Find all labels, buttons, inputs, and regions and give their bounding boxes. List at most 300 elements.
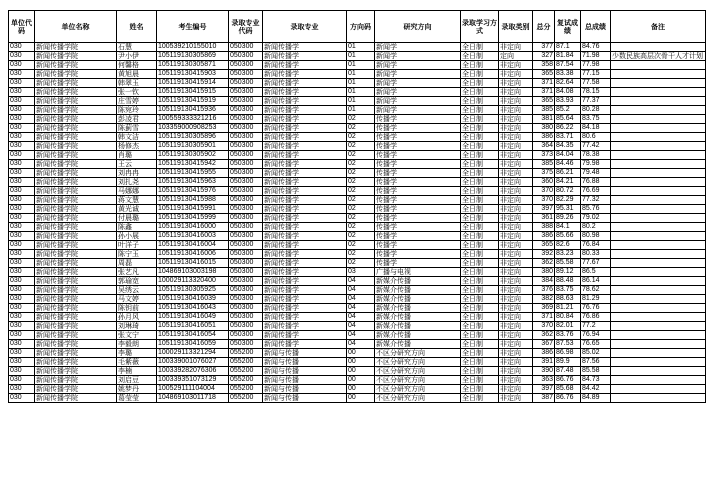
cell-major-code: 050300: [229, 106, 263, 115]
cell-major-code: 050300: [229, 322, 263, 331]
cell-retest: 80.72: [555, 187, 581, 196]
cell-unit-code: 030: [9, 241, 35, 250]
table-row: [9, 358, 706, 367]
cell-retest: 95.31: [555, 205, 581, 214]
cell-unit-name: 新闻传播学院: [35, 259, 117, 268]
cell-unit-code: 030: [9, 232, 35, 241]
cell-study-mode: 全日制: [461, 367, 499, 376]
cell-retest: 84.21: [555, 178, 581, 187]
cell-note: [611, 70, 706, 79]
header-note: 备注: [611, 11, 706, 43]
cell-exam-id: 100539210155010: [157, 43, 229, 52]
cell-final: 80.33: [581, 250, 611, 259]
cell-unit-code: 030: [9, 214, 35, 223]
cell-retest: 85.68: [555, 385, 581, 394]
cell-unit-name: 新闻传播学院: [35, 43, 117, 52]
cell-unit-name: 新闻传播学院: [35, 385, 117, 394]
header-admit-type: 录取类别: [499, 11, 533, 43]
cell-admit-type: 非定向: [499, 151, 533, 160]
cell-major-code: 050300: [229, 223, 263, 232]
cell-unit-code: 030: [9, 142, 35, 151]
cell-name: 马娜娜: [117, 187, 157, 196]
cell-final: 86.14: [581, 277, 611, 286]
cell-study-mode: 全日制: [461, 331, 499, 340]
cell-total: 365: [533, 241, 555, 250]
cell-retest: 85.64: [555, 115, 581, 124]
cell-direction-code: 01: [347, 97, 375, 106]
cell-major-code: 050300: [229, 70, 263, 79]
cell-study-mode: 全日制: [461, 61, 499, 70]
cell-exam-id: 100339351073129: [157, 376, 229, 385]
cell-name: 吴绣云: [117, 286, 157, 295]
cell-note: [611, 106, 706, 115]
cell-note: [611, 88, 706, 97]
cell-exam-id: 105119130416039: [157, 295, 229, 304]
cell-final: 76.69: [581, 187, 611, 196]
cell-direction: 新闻学: [375, 52, 461, 61]
cell-admit-type: 非定向: [499, 115, 533, 124]
cell-study-mode: 全日制: [461, 79, 499, 88]
cell-direction: 传播学: [375, 196, 461, 205]
cell-retest: 82.01: [555, 322, 581, 331]
cell-direction: 新媒介传播: [375, 286, 461, 295]
table-row: [9, 295, 706, 304]
cell-exam-id: 105119130416051: [157, 322, 229, 331]
cell-direction: 新闻学: [375, 97, 461, 106]
cell-retest: 85.2: [555, 106, 581, 115]
cell-direction-code: 01: [347, 43, 375, 52]
cell-study-mode: 全日制: [461, 169, 499, 178]
cell-direction: 传播学: [375, 115, 461, 124]
cell-major: 新闻传播学: [263, 52, 347, 61]
cell-study-mode: 全日制: [461, 277, 499, 286]
cell-unit-name: 新闻传播学院: [35, 115, 117, 124]
cell-final: 85.76: [581, 205, 611, 214]
cell-major-code: 050300: [229, 178, 263, 187]
cell-direction: 传播学: [375, 142, 461, 151]
cell-unit-name: 新闻传播学院: [35, 241, 117, 250]
cell-unit-code: 030: [9, 223, 35, 232]
cell-exam-id: 105119130416003: [157, 232, 229, 241]
table-row: [9, 52, 706, 61]
cell-unit-code: 030: [9, 259, 35, 268]
cell-final: 77.15: [581, 70, 611, 79]
cell-exam-id: 105119130415914: [157, 79, 229, 88]
cell-final: 79.48: [581, 169, 611, 178]
cell-direction: 不区分研究方向: [375, 358, 461, 367]
cell-name: 石慧: [117, 43, 157, 52]
cell-unit-name: 新闻传播学院: [35, 88, 117, 97]
table-row: [9, 124, 706, 133]
cell-total: 370: [533, 196, 555, 205]
cell-direction-code: 04: [347, 322, 375, 331]
table-row: [9, 43, 706, 52]
cell-direction-code: 02: [347, 187, 375, 196]
cell-retest: 89.9: [555, 358, 581, 367]
cell-major-code: 050300: [229, 79, 263, 88]
cell-direction-code: 02: [347, 214, 375, 223]
cell-admit-type: 非定向: [499, 313, 533, 322]
cell-name: 刘扎尧: [117, 178, 157, 187]
table-row: [9, 250, 706, 259]
cell-note: [611, 322, 706, 331]
cell-unit-name: 新闻传播学院: [35, 358, 117, 367]
cell-admit-type: 非定向: [499, 295, 533, 304]
cell-retest: 83.71: [555, 133, 581, 142]
cell-direction-code: 01: [347, 79, 375, 88]
cell-major: 新闻传播学: [263, 232, 347, 241]
table-row: [9, 169, 706, 178]
cell-direction-code: 00: [347, 349, 375, 358]
cell-admit-type: 非定向: [499, 97, 533, 106]
cell-direction: 传播学: [375, 169, 461, 178]
cell-total: 382: [533, 295, 555, 304]
cell-unit-name: 新闻传播学院: [35, 178, 117, 187]
cell-total: 381: [533, 115, 555, 124]
cell-name: 毛紫薇: [117, 358, 157, 367]
cell-exam-id: 105119130305901: [157, 142, 229, 151]
cell-direction: 传播学: [375, 178, 461, 187]
cell-total: 391: [533, 358, 555, 367]
cell-major: 新闻传播学: [263, 133, 347, 142]
cell-unit-code: 030: [9, 268, 35, 277]
cell-major-code: 050300: [229, 232, 263, 241]
cell-major: 新闻传播学: [263, 196, 347, 205]
cell-direction: 传播学: [375, 214, 461, 223]
cell-direction: 不区分研究方向: [375, 385, 461, 394]
cell-major-code: 050300: [229, 304, 263, 313]
cell-study-mode: 全日制: [461, 313, 499, 322]
cell-unit-code: 030: [9, 70, 35, 79]
cell-major-code: 050300: [229, 268, 263, 277]
cell-direction-code: 00: [347, 385, 375, 394]
cell-total: 380: [533, 268, 555, 277]
cell-study-mode: 全日制: [461, 151, 499, 160]
table-row: [9, 394, 706, 403]
cell-total: 386: [533, 133, 555, 142]
cell-exam-id: 105119130416054: [157, 331, 229, 340]
table-row: [9, 304, 706, 313]
cell-total: 377: [533, 43, 555, 52]
cell-admit-type: 非定向: [499, 43, 533, 52]
cell-study-mode: 全日制: [461, 394, 499, 403]
table-row: [9, 367, 706, 376]
cell-admit-type: 非定向: [499, 79, 533, 88]
cell-exam-id: 105119130416004: [157, 241, 229, 250]
table-row: [9, 187, 706, 196]
cell-exam-id: 100529111104004: [157, 385, 229, 394]
cell-direction-code: 04: [347, 304, 375, 313]
cell-retest: 82.29: [555, 196, 581, 205]
cell-major-code: 050300: [229, 169, 263, 178]
admission-table: [8, 10, 706, 403]
cell-direction: 传播学: [375, 259, 461, 268]
cell-direction: 新媒介传播: [375, 295, 461, 304]
cell-study-mode: 全日制: [461, 268, 499, 277]
cell-retest: 86.76: [555, 394, 581, 403]
cell-exam-id: 104869103003198: [157, 268, 229, 277]
cell-major-code: 055200: [229, 349, 263, 358]
cell-direction: 传播学: [375, 250, 461, 259]
cell-study-mode: 全日制: [461, 88, 499, 97]
cell-final: 80.6: [581, 133, 611, 142]
cell-total: 371: [533, 313, 555, 322]
cell-retest: 85.66: [555, 232, 581, 241]
cell-total: 327: [533, 52, 555, 61]
header-name: 姓名: [117, 11, 157, 43]
table-row: [9, 133, 706, 142]
cell-unit-name: 新闻传播学院: [35, 340, 117, 349]
cell-total: 397: [533, 385, 555, 394]
cell-total: 375: [533, 169, 555, 178]
cell-total: 370: [533, 187, 555, 196]
cell-note: [611, 304, 706, 313]
cell-major-code: 050300: [229, 160, 263, 169]
cell-direction-code: 02: [347, 133, 375, 142]
cell-total: 388: [533, 223, 555, 232]
cell-direction: 传播学: [375, 187, 461, 196]
cell-total: 392: [533, 250, 555, 259]
cell-name: 李璐: [117, 349, 157, 358]
cell-unit-code: 030: [9, 295, 35, 304]
cell-study-mode: 全日制: [461, 70, 499, 79]
cell-exam-id: 105119130415991: [157, 205, 229, 214]
cell-major: 新闻传播学: [263, 313, 347, 322]
cell-unit-code: 030: [9, 304, 35, 313]
cell-final: 76.84: [581, 241, 611, 250]
cell-final: 77.2: [581, 322, 611, 331]
cell-direction-code: 04: [347, 331, 375, 340]
cell-note: [611, 196, 706, 205]
cell-total: 371: [533, 88, 555, 97]
cell-name: 刘琳琦: [117, 322, 157, 331]
cell-note: [611, 349, 706, 358]
cell-note: [611, 385, 706, 394]
cell-total: 369: [533, 304, 555, 313]
table-row: [9, 232, 706, 241]
cell-direction: 新闻学: [375, 70, 461, 79]
cell-final: 84.42: [581, 385, 611, 394]
cell-final: 87.56: [581, 358, 611, 367]
cell-name: 尹小伊: [117, 52, 157, 61]
cell-name: 刘启豆: [117, 376, 157, 385]
table-row: [9, 340, 706, 349]
cell-name: 陈鑫: [117, 223, 157, 232]
cell-name: 张艺凡: [117, 268, 157, 277]
cell-major: 新闻传播学: [263, 115, 347, 124]
cell-exam-id: 105119130415963: [157, 178, 229, 187]
cell-final: 77.32: [581, 196, 611, 205]
cell-total: 361: [533, 214, 555, 223]
cell-total: 370: [533, 322, 555, 331]
cell-name: 黄旭晨: [117, 70, 157, 79]
cell-exam-id: 105119130415942: [157, 160, 229, 169]
cell-note: [611, 79, 706, 88]
cell-unit-code: 030: [9, 133, 35, 142]
table-row: [9, 70, 706, 79]
cell-admit-type: 非定向: [499, 178, 533, 187]
cell-name: 肖璐: [117, 151, 157, 160]
cell-unit-name: 新闻传播学院: [35, 52, 117, 61]
cell-exam-id: 105119130415955: [157, 169, 229, 178]
cell-exam-id: 100029113320400: [157, 277, 229, 286]
cell-total: 364: [533, 142, 555, 151]
cell-unit-name: 新闻传播学院: [35, 277, 117, 286]
cell-total: 387: [533, 394, 555, 403]
cell-study-mode: 全日制: [461, 43, 499, 52]
cell-direction-code: 02: [347, 142, 375, 151]
cell-admit-type: 非定向: [499, 268, 533, 277]
cell-admit-type: 非定向: [499, 259, 533, 268]
cell-major: 新闻传播学: [263, 178, 347, 187]
cell-study-mode: 全日制: [461, 304, 499, 313]
cell-final: 76.76: [581, 304, 611, 313]
cell-major-code: 055200: [229, 358, 263, 367]
cell-exam-id: 105119130416049: [157, 313, 229, 322]
cell-admit-type: 非定向: [499, 214, 533, 223]
cell-admit-type: 非定向: [499, 304, 533, 313]
header-exam-id: 考生编号: [157, 11, 229, 43]
cell-unit-name: 新闻传播学院: [35, 286, 117, 295]
cell-major-code: 050300: [229, 52, 263, 61]
table-row: [9, 115, 706, 124]
cell-exam-id: 105119130415976: [157, 187, 229, 196]
cell-major-code: 050300: [229, 331, 263, 340]
cell-unit-code: 030: [9, 340, 35, 349]
cell-unit-code: 030: [9, 277, 35, 286]
cell-final: 78.15: [581, 88, 611, 97]
cell-unit-name: 新闻传播学院: [35, 295, 117, 304]
header-final: 总成绩: [581, 11, 611, 43]
table-row: [9, 205, 706, 214]
cell-major: 新闻与传播: [263, 394, 347, 403]
header-direction: 研究方向: [375, 11, 461, 43]
cell-unit-name: 新闻传播学院: [35, 151, 117, 160]
cell-study-mode: 全日制: [461, 214, 499, 223]
cell-unit-name: 新闻传播学院: [35, 205, 117, 214]
table-row: [9, 160, 706, 169]
cell-final: 78.38: [581, 151, 611, 160]
cell-final: 81.29: [581, 295, 611, 304]
cell-note: [611, 268, 706, 277]
cell-final: 77.98: [581, 61, 611, 70]
cell-direction-code: 02: [347, 169, 375, 178]
cell-total: 362: [533, 331, 555, 340]
cell-unit-code: 030: [9, 115, 35, 124]
header-row: [9, 11, 706, 43]
table-row: [9, 376, 706, 385]
cell-direction-code: 04: [347, 277, 375, 286]
cell-unit-code: 030: [9, 313, 35, 322]
cell-admit-type: 非定向: [499, 61, 533, 70]
cell-unit-name: 新闻传播学院: [35, 367, 117, 376]
cell-note: [611, 61, 706, 70]
cell-retest: 80.84: [555, 313, 581, 322]
cell-major-code: 050300: [229, 97, 263, 106]
cell-admit-type: 非定向: [499, 277, 533, 286]
cell-note: [611, 97, 706, 106]
cell-note: [611, 160, 706, 169]
cell-name: 杨修杰: [117, 142, 157, 151]
cell-unit-code: 030: [9, 250, 35, 259]
cell-study-mode: 全日制: [461, 376, 499, 385]
table-row: [9, 331, 706, 340]
cell-unit-code: 030: [9, 385, 35, 394]
cell-unit-name: 新闻传播学院: [35, 394, 117, 403]
cell-major-code: 050300: [229, 43, 263, 52]
cell-admit-type: 非定向: [499, 133, 533, 142]
cell-unit-name: 新闻传播学院: [35, 214, 117, 223]
cell-major-code: 050300: [229, 286, 263, 295]
cell-direction: 传播学: [375, 223, 461, 232]
cell-admit-type: 非定向: [499, 88, 533, 97]
cell-note: [611, 223, 706, 232]
cell-retest: 87.54: [555, 61, 581, 70]
cell-name: 姚梦丹: [117, 385, 157, 394]
cell-major-code: 050300: [229, 214, 263, 223]
cell-name: 李楠: [117, 367, 157, 376]
cell-direction: 传播学: [375, 133, 461, 142]
cell-unit-name: 新闻传播学院: [35, 106, 117, 115]
table-row: [9, 142, 706, 151]
cell-exam-id: 105119130416059: [157, 340, 229, 349]
cell-final: 77.37: [581, 97, 611, 106]
cell-final: 85.58: [581, 367, 611, 376]
table-body: [9, 43, 706, 403]
cell-direction: 新媒介传播: [375, 340, 461, 349]
cell-direction-code: 02: [347, 151, 375, 160]
cell-major: 新闻传播学: [263, 124, 347, 133]
table-row: [9, 313, 706, 322]
cell-major-code: 050300: [229, 124, 263, 133]
cell-unit-code: 030: [9, 187, 35, 196]
cell-direction-code: 00: [347, 367, 375, 376]
cell-retest: 85.58: [555, 259, 581, 268]
cell-major: 新闻传播学: [263, 187, 347, 196]
cell-retest: 81.21: [555, 304, 581, 313]
cell-unit-name: 新闻传播学院: [35, 349, 117, 358]
cell-total: 358: [533, 61, 555, 70]
cell-direction: 传播学: [375, 124, 461, 133]
cell-admit-type: 非定向: [499, 367, 533, 376]
cell-name: 孙小展: [117, 232, 157, 241]
cell-major: 新闻传播学: [263, 160, 347, 169]
cell-name: 黄光诚: [117, 205, 157, 214]
table-row: [9, 268, 706, 277]
cell-final: 80.98: [581, 232, 611, 241]
cell-admit-type: 非定向: [499, 385, 533, 394]
cell-unit-code: 030: [9, 52, 35, 61]
cell-retest: 87.53: [555, 340, 581, 349]
cell-major: 新闻传播学: [263, 214, 347, 223]
cell-major: 新闻传播学: [263, 286, 347, 295]
table-row: [9, 322, 706, 331]
cell-unit-name: 新闻传播学院: [35, 331, 117, 340]
cell-major-code: 050300: [229, 196, 263, 205]
cell-major-code: 050300: [229, 205, 263, 214]
cell-admit-type: 非定向: [499, 187, 533, 196]
table-row: [9, 97, 706, 106]
cell-retest: 88.48: [555, 277, 581, 286]
cell-study-mode: 全日制: [461, 115, 499, 124]
cell-admit-type: 非定向: [499, 232, 533, 241]
cell-total: 373: [533, 151, 555, 160]
cell-study-mode: 全日制: [461, 250, 499, 259]
cell-unit-code: 030: [9, 178, 35, 187]
cell-note: [611, 340, 706, 349]
cell-direction-code: 01: [347, 106, 375, 115]
cell-name: 周磊: [117, 259, 157, 268]
